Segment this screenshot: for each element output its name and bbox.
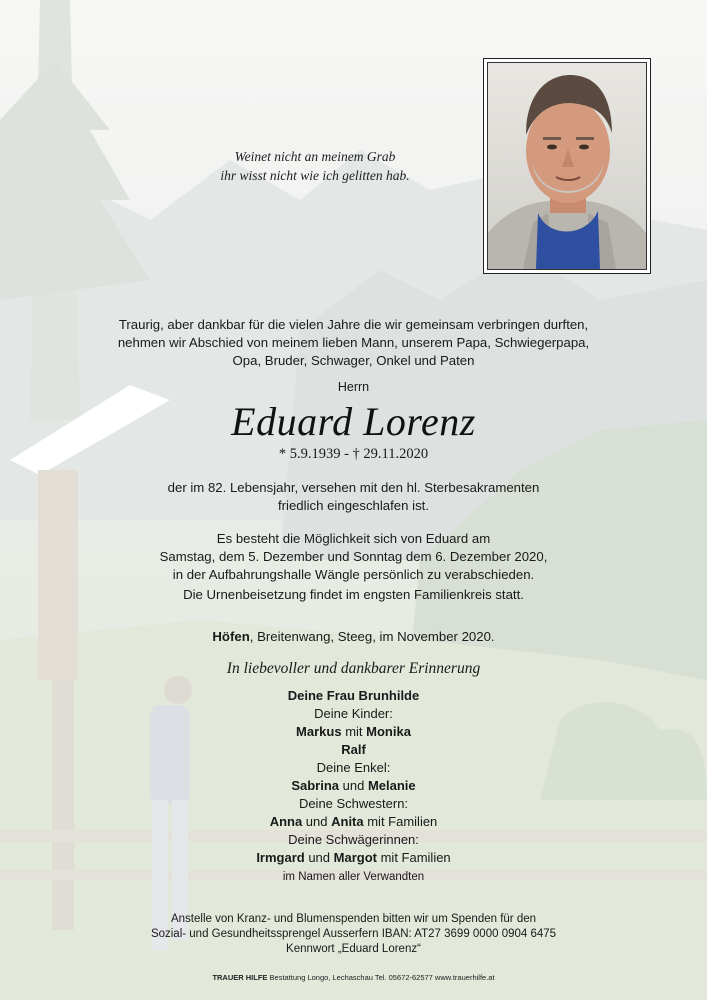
footer-credit bbox=[0, 973, 707, 982]
passing-line: friedlich eingeschlafen ist. bbox=[277, 498, 429, 513]
mourner-label: Deine Schwestern: bbox=[298, 796, 409, 811]
donation-line: Anstelle von Kranz- und Blumenspenden bitten wir um Spenden für den bbox=[170, 913, 537, 925]
mourner-inlaws: Irmgard und Margot mit Familien bbox=[256, 850, 451, 865]
quote bbox=[190, 147, 440, 185]
donation-line: Kennwort „Eduard Lorenz“ bbox=[286, 943, 421, 955]
mourners-list bbox=[0, 687, 707, 887]
intro-line: nehmen wir Abschied von meinem lieben Mann, unserem Papa, Schwiegerpapa, bbox=[117, 335, 590, 350]
footer-text: Bestattung Longo, Lechaschau Tel. 05672-62577 www.trauerhilfe.at bbox=[267, 973, 495, 982]
farewell-line: in der Aufbahrungshalle Wängle persönlich zu verabschieden. bbox=[172, 567, 535, 582]
quote-line: ihr wisst nicht wie ich gelitten hab. bbox=[220, 168, 410, 183]
intro-line: Traurig, aber dankbar für die vielen Jahre die wir gemeinsam verbringen durften, bbox=[118, 317, 589, 332]
farewell-text bbox=[0, 530, 707, 584]
mourner-sisters: Anna und Anita mit Familien bbox=[269, 814, 438, 829]
mourner-grandchildren: Sabrina und Melanie bbox=[291, 778, 416, 793]
mourner-child: Ralf bbox=[341, 742, 366, 757]
mourner-wife: Deine Frau Brunhilde bbox=[287, 688, 420, 703]
donation-line: Sozial- und Gesundheitssprengel Ausserfern IBAN: AT27 3699 0000 0904 6475 bbox=[150, 928, 557, 940]
place-date bbox=[0, 629, 707, 644]
mourner-label: Deine Schwägerinnen: bbox=[288, 832, 419, 847]
portrait-frame bbox=[483, 58, 651, 274]
footer-brand: TRAUER HILFE bbox=[212, 973, 268, 982]
intro-line: Opa, Bruder, Schwager, Onkel und Paten bbox=[232, 353, 475, 368]
passing-line: der im 82. Lebensjahr, versehen mit den hl. Sterbesakramenten bbox=[167, 480, 540, 495]
donation-text bbox=[0, 912, 707, 957]
mourner-label: Deine Enkel: bbox=[316, 760, 391, 775]
mourner-label: Deine Kinder: bbox=[314, 706, 393, 721]
deceased-name: Eduard Lorenz bbox=[231, 399, 476, 444]
mourner-child: Markus mit Monika bbox=[296, 724, 411, 739]
passing-text bbox=[0, 479, 707, 515]
portrait-photo-icon bbox=[487, 62, 647, 270]
place-rest: , Breitenwang, Steeg, im November 2020. bbox=[249, 629, 495, 644]
mourner-relatives: im Namen aller Verwandten bbox=[282, 871, 425, 883]
quote-line: Weinet nicht an meinem Grab bbox=[234, 149, 396, 164]
salutation: Herrn bbox=[337, 380, 370, 394]
life-dates: * 5.9.1939 - † 29.11.2020 bbox=[278, 446, 429, 462]
farewell-line: Es besteht die Möglichkeit sich von Eduard am bbox=[216, 531, 491, 546]
memory-heading: In liebevoller und dankbarer Erinnerung bbox=[226, 660, 481, 677]
farewell-line: Samstag, dem 5. Dezember und Sonntag dem 6. Dezember 2020, bbox=[159, 549, 548, 564]
urn-text: Die Urnenbeisetzung findet im engsten Familienkreis statt. bbox=[183, 587, 524, 602]
intro-text bbox=[0, 316, 707, 370]
place-bold: Höfen bbox=[212, 629, 250, 644]
